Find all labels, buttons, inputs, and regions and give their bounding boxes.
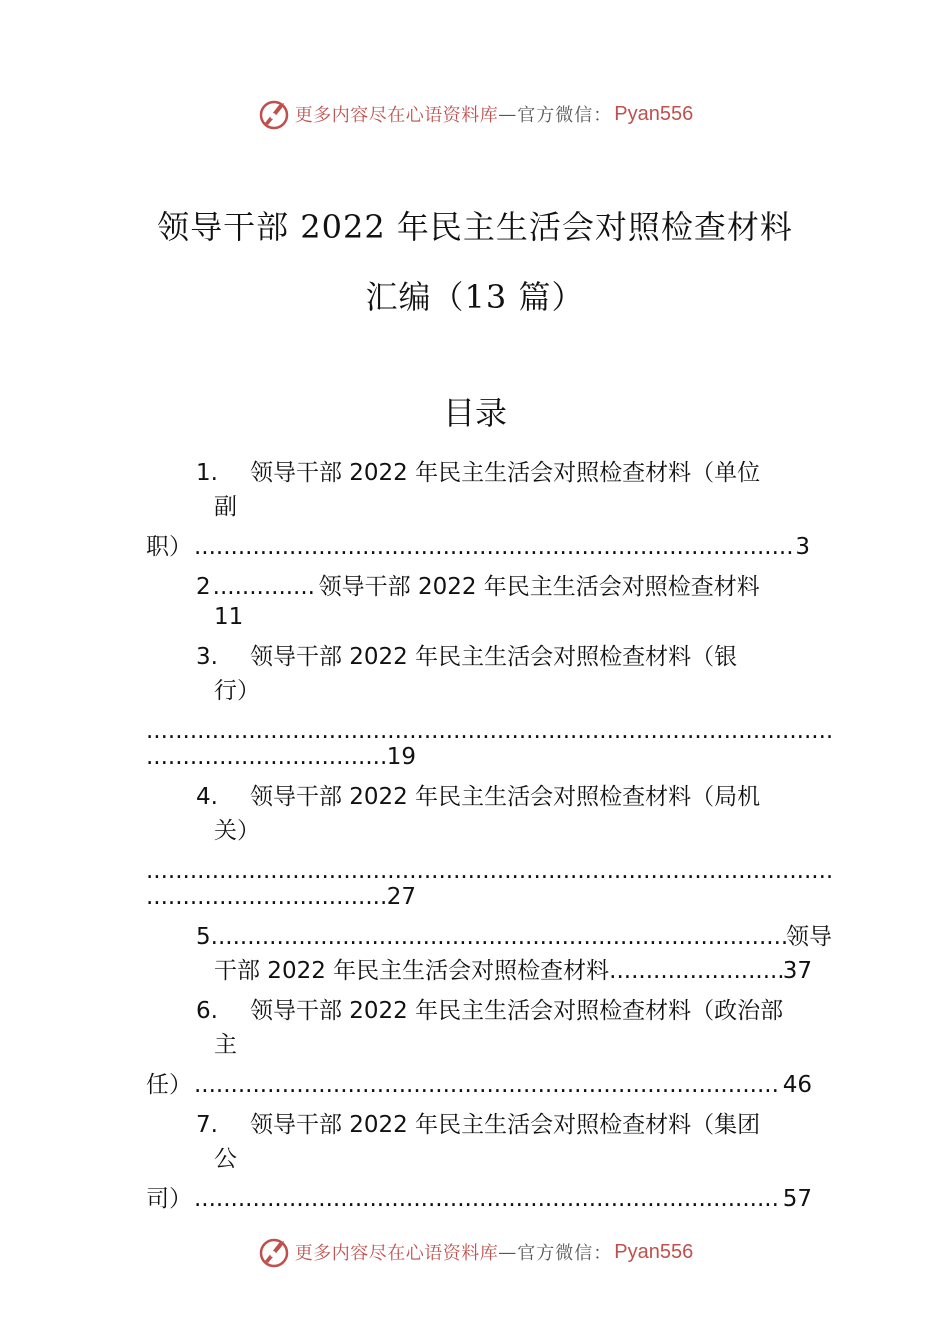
toc-entry-6-num: 6.	[196, 998, 218, 1024]
toc-entry-1-lead: 职）	[146, 534, 192, 560]
dot-leader	[146, 742, 387, 772]
toc-entry-3-cont: 行）	[214, 678, 260, 704]
pen-logo-icon	[257, 97, 291, 131]
toc-entry-6-page: 46	[782, 1072, 812, 1098]
toc-entry-1-page: 3	[795, 534, 810, 560]
banner-dash: —	[498, 103, 518, 125]
toc-entry-7-lead: 司）	[146, 1186, 192, 1212]
doc-title-line2: 汇编（13 篇）	[365, 278, 585, 316]
toc-entry-3[interactable]	[196, 642, 737, 672]
toc-entry-7-page: 57	[782, 1186, 812, 1212]
toc-entry-2-page: 11	[214, 604, 244, 630]
banner-wechat-label: 官方微信：	[517, 105, 613, 126]
toc-entry-1-num: 1.	[196, 460, 218, 486]
toc-entry-2[interactable]	[196, 572, 808, 602]
banner-wechat-label: 官方微信：	[517, 1243, 613, 1264]
toc-entry-4[interactable]	[196, 782, 760, 812]
doc-title-line1: 领导干部 2022 年民主生活会对照检查材料	[157, 208, 793, 246]
toc-entry-1-cont: 副	[214, 494, 237, 520]
toc-entry-7-leader[interactable]	[146, 1184, 812, 1214]
toc-entry-1-leader[interactable]	[146, 532, 810, 562]
dot-leader	[146, 882, 387, 912]
toc-entry-3-page: 19	[386, 744, 416, 770]
toc-entry-3-leader[interactable]	[146, 742, 416, 772]
toc-entry-6-text: 领导干部 2022 年民主生活会对照检查材料（政治部	[249, 998, 784, 1024]
toc-entry-2-text: 领导干部 2022 年民主生活会对照检查材料	[318, 574, 760, 600]
toc-entry-4-text: 领导干部 2022 年民主生活会对照检查材料（局机	[249, 784, 761, 810]
dot-leader	[194, 1070, 781, 1100]
dot-leader	[609, 956, 783, 986]
toc-entry-7-cont: 公	[214, 1146, 237, 1172]
footer-banner	[0, 1232, 950, 1272]
toc-entry-4-page: 27	[386, 884, 416, 910]
toc-entry-5-text-head: 领导	[786, 924, 832, 950]
toc-entry-2-num: 2	[196, 574, 211, 600]
toc-heading: 目录	[442, 394, 507, 432]
dot-leader	[211, 922, 786, 952]
dot-leader	[194, 532, 793, 562]
banner-wechat-id: Pyan556	[614, 102, 694, 125]
toc-entry-6-leader[interactable]	[146, 1070, 812, 1100]
toc-entry-5-num: 5	[196, 924, 211, 950]
toc-entry-5[interactable]	[196, 922, 832, 952]
toc-entry-5-page: 37	[782, 958, 812, 984]
toc-entry-6-cont: 主	[214, 1032, 237, 1058]
toc-entry-7-text: 领导干部 2022 年民主生活会对照检查材料（集团	[249, 1112, 761, 1138]
dot-leader	[194, 1184, 781, 1214]
toc-entry-4-leader[interactable]	[146, 882, 416, 912]
dot-leader	[213, 572, 317, 602]
banner-text: 更多内容尽在心语资料库	[294, 1243, 499, 1264]
toc-entry-1-text: 领导干部 2022 年民主生活会对照检查材料（单位	[249, 460, 761, 486]
toc-entry-6-lead: 任）	[146, 1072, 192, 1098]
pen-logo-icon	[257, 1235, 291, 1269]
toc-entry-3-text: 领导干部 2022 年民主生活会对照检查材料（银	[249, 644, 738, 670]
banner-wechat-id: Pyan556	[614, 1240, 694, 1263]
toc-entry-6[interactable]	[196, 996, 783, 1026]
toc-entry-3-num: 3.	[196, 644, 218, 670]
toc-entry-5-leader[interactable]	[214, 956, 812, 986]
banner-text: 更多内容尽在心语资料库	[294, 105, 499, 126]
toc-entry-5-text-tail: 干部 2022 年民主生活会对照检查材料	[214, 958, 610, 984]
toc-entry-7[interactable]	[196, 1110, 760, 1140]
toc-entry-4-cont: 关）	[214, 818, 260, 844]
banner-dash: —	[498, 1241, 518, 1263]
toc-entry-4-num: 4.	[196, 784, 218, 810]
toc-entry-7-num: 7.	[196, 1112, 218, 1138]
header-banner	[0, 94, 950, 134]
toc-entry-1[interactable]	[196, 458, 760, 488]
